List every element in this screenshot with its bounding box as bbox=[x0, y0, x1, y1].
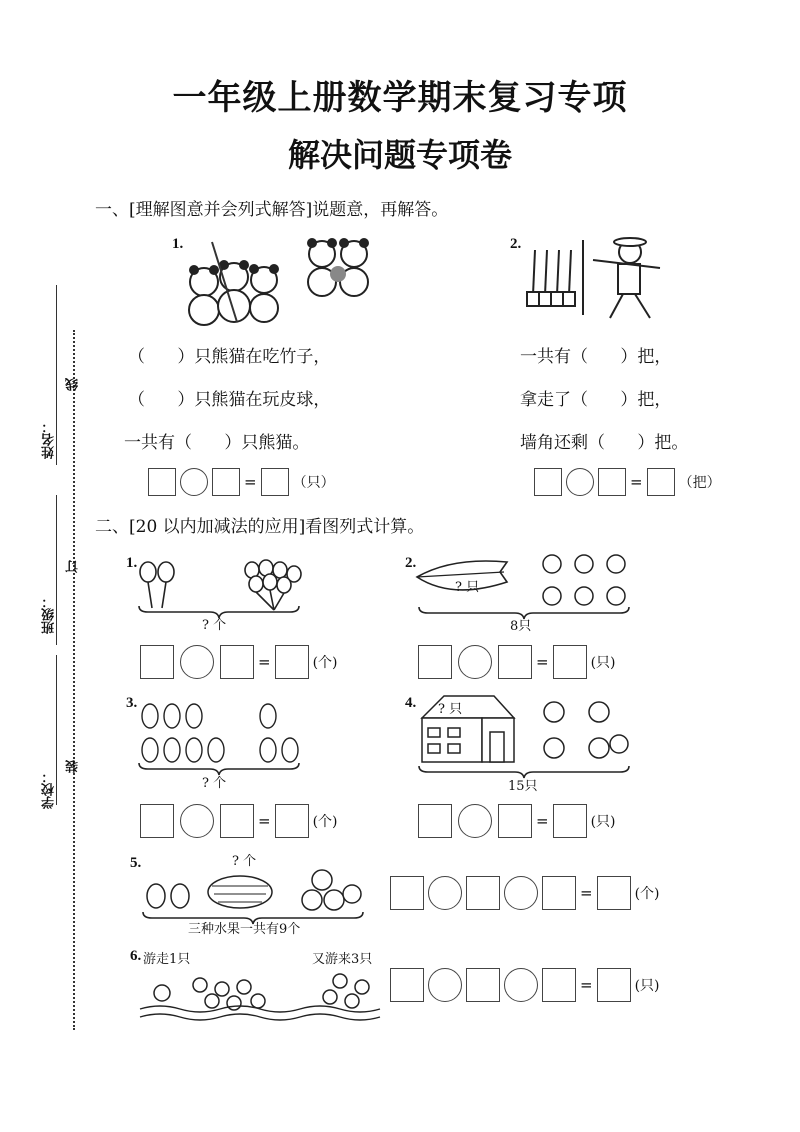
s2-p6-left-label: 游走1只 bbox=[143, 952, 191, 967]
ducks-image bbox=[140, 965, 380, 1020]
unit-label: (只) bbox=[590, 655, 616, 671]
equals-sign: = bbox=[536, 812, 549, 830]
s2-problem2-number: 2. bbox=[405, 555, 417, 571]
unit-label: (只) bbox=[634, 978, 660, 994]
page-title: 一年级上册数学期末复习专项 bbox=[172, 78, 628, 118]
result-box[interactable] bbox=[275, 804, 309, 838]
s1-p1-equation bbox=[148, 468, 335, 496]
answer-box[interactable] bbox=[498, 804, 532, 838]
result-box[interactable] bbox=[553, 645, 587, 679]
answer-box[interactable] bbox=[542, 876, 576, 910]
binding-line-char: 线 bbox=[66, 378, 81, 391]
s2-problem4-number: 4. bbox=[405, 695, 417, 711]
equals-sign: = bbox=[258, 812, 271, 830]
answer-box[interactable] bbox=[534, 468, 562, 496]
equals-sign: = bbox=[536, 653, 549, 671]
s2-problem3-number: 3. bbox=[126, 695, 138, 711]
shovels-and-boy-image bbox=[515, 230, 665, 325]
s1-problem2-number: 2. bbox=[510, 236, 522, 252]
answer-box[interactable] bbox=[542, 968, 576, 1002]
unit-label: (个) bbox=[312, 814, 338, 830]
operator-circle[interactable] bbox=[458, 804, 492, 838]
result-box[interactable] bbox=[553, 804, 587, 838]
result-box[interactable] bbox=[261, 468, 289, 496]
s1-p2-line3: 墙角还剩（ ）把。 bbox=[520, 433, 689, 453]
answer-box[interactable] bbox=[466, 968, 500, 1002]
s2-problem6-number: 6. bbox=[130, 948, 142, 964]
s2-p4-house-label: ? 只 bbox=[438, 702, 463, 717]
answer-box[interactable] bbox=[498, 645, 532, 679]
equals-sign: = bbox=[630, 473, 643, 491]
s2-p2-leaf-label: ? 只 bbox=[455, 580, 480, 595]
unit-label: (只) bbox=[590, 814, 616, 830]
result-box[interactable] bbox=[647, 468, 675, 496]
s2-p5-equation bbox=[390, 876, 660, 910]
unit-label: (个) bbox=[634, 886, 660, 902]
fruits-image bbox=[142, 864, 367, 914]
s2-p2-brace-label: 8只 bbox=[510, 619, 532, 634]
section2-heading: 二、[20 以内加减法的应用]看图列式计算。 bbox=[95, 517, 425, 537]
binding-zhuang-char: 装 bbox=[66, 760, 81, 773]
s2-problem5-number: 5. bbox=[130, 855, 142, 871]
class-label: 班级： bbox=[42, 595, 57, 634]
answer-box[interactable] bbox=[598, 468, 626, 496]
pandas-image bbox=[182, 232, 382, 327]
s2-p2-equation bbox=[418, 645, 616, 679]
operator-circle[interactable] bbox=[428, 968, 462, 1002]
operator-circle[interactable] bbox=[180, 468, 208, 496]
s2-p6-right-label: 又游来3只 bbox=[312, 952, 373, 967]
s1-p2-equation bbox=[534, 468, 721, 496]
s2-p4-equation bbox=[418, 804, 616, 838]
operator-circle[interactable] bbox=[180, 804, 214, 838]
operator-circle[interactable] bbox=[428, 876, 462, 910]
unit-label: (个) bbox=[312, 655, 338, 671]
s1-p2-line2: 拿走了（ ）把， bbox=[520, 390, 672, 410]
answer-box[interactable] bbox=[140, 645, 174, 679]
pineapples-image bbox=[134, 694, 304, 766]
answer-box[interactable] bbox=[466, 876, 500, 910]
operator-circle[interactable] bbox=[504, 876, 538, 910]
equals-sign: = bbox=[258, 653, 271, 671]
section1-heading: 一、[理解图意并会列式解答]说题意，再解答。 bbox=[95, 200, 449, 220]
equals-sign: = bbox=[580, 884, 593, 902]
equals-sign: = bbox=[580, 976, 593, 994]
unit-label: （只） bbox=[292, 475, 335, 491]
answer-box[interactable] bbox=[212, 468, 240, 496]
answer-box[interactable] bbox=[140, 804, 174, 838]
s2-p3-equation bbox=[140, 804, 338, 838]
name-label: 姓名： bbox=[42, 420, 57, 459]
s1-problem1-number: 1. bbox=[172, 236, 184, 252]
school-label: 学校： bbox=[42, 770, 57, 809]
s1-p1-line2: （ ）只熊猫在玩皮球， bbox=[128, 390, 331, 410]
operator-circle[interactable] bbox=[504, 968, 538, 1002]
answer-box[interactable] bbox=[418, 804, 452, 838]
result-box[interactable] bbox=[597, 968, 631, 1002]
s1-p2-line1: 一共有（ ）把， bbox=[520, 347, 672, 367]
answer-box[interactable] bbox=[418, 645, 452, 679]
s2-p1-brace-label: ? 个 bbox=[202, 618, 227, 633]
operator-circle[interactable] bbox=[566, 468, 594, 496]
result-box[interactable] bbox=[275, 645, 309, 679]
unit-label: （把） bbox=[678, 475, 721, 491]
s2-p5-top-label: ? 个 bbox=[232, 854, 257, 869]
answer-box[interactable] bbox=[148, 468, 176, 496]
operator-circle[interactable] bbox=[180, 645, 214, 679]
s2-p5-brace-label: 三种水果一共有9个 bbox=[188, 922, 301, 937]
binding-dotted-line bbox=[73, 330, 75, 1030]
binding-ding-char: 订 bbox=[66, 560, 81, 573]
s2-p1-equation bbox=[140, 645, 338, 679]
s2-p3-brace-label: ? 个 bbox=[202, 776, 227, 791]
answer-box[interactable] bbox=[220, 645, 254, 679]
s2-p6-equation bbox=[390, 968, 660, 1002]
leaf-and-snails-image bbox=[412, 552, 632, 612]
s2-p4-brace-label: 15只 bbox=[508, 779, 538, 794]
answer-box[interactable] bbox=[220, 804, 254, 838]
answer-box[interactable] bbox=[390, 876, 424, 910]
result-box[interactable] bbox=[597, 876, 631, 910]
s1-p1-line1: （ ）只熊猫在吃竹子， bbox=[128, 347, 331, 367]
s1-p1-line3: 一共有（ ）只熊猫。 bbox=[124, 433, 310, 453]
equals-sign: = bbox=[244, 473, 257, 491]
operator-circle[interactable] bbox=[458, 645, 492, 679]
page-subtitle: 解决问题专项卷 bbox=[287, 136, 512, 174]
s2-problem1-number: 1. bbox=[126, 555, 138, 571]
answer-box[interactable] bbox=[390, 968, 424, 1002]
